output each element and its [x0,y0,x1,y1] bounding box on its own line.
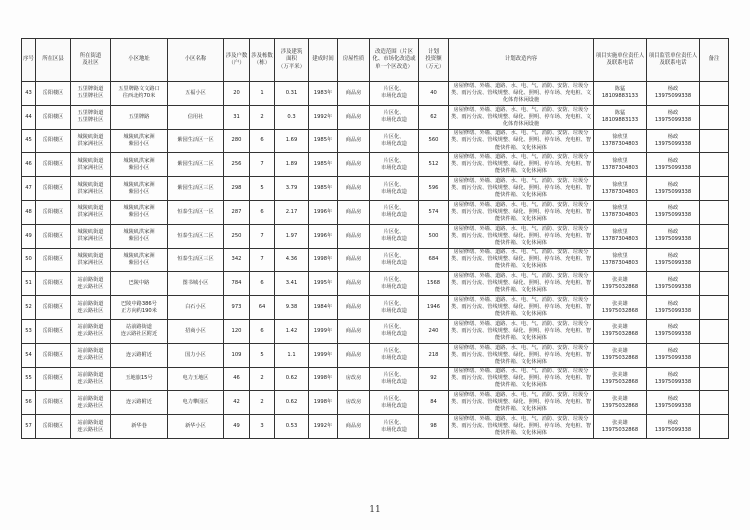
table-row [22,177,729,201]
cell-no: 46 [22,153,36,177]
cell-plan: 房屋修缮、外墙、道路、水、电、气、消防、安防、垃圾分类、雨污分流、管线规整、绿化、照明、停车场、充电桩、智能快件箱、文化休闲体 [449,272,594,296]
cell-impl: 张美雄 13975032868 [594,391,647,415]
cell-name: 五福小区 [168,82,224,106]
cell-plan: 房屋修缮、外墙、道路、水、电、气、消防、安防、垃圾分类、雨污分流、管线规整、绿化、照明、停车场、充电桩、文化体育休闲设施 [449,105,594,129]
cell-nature: 商品房 [338,319,370,343]
cell-no: 53 [22,319,36,343]
cell-address: 巴陵中路 [111,272,168,296]
cell-impl: 陈猛 18109883133 [594,82,647,106]
cell-investment: 240 [419,319,449,343]
header-col-impl: 项目实施单位责任人及联系电话 [594,39,647,82]
table-row [22,224,729,248]
cell-super: 杨政 13975099338 [647,82,700,106]
cell-street: 城陵矶街道 洪家洲社区 [71,200,111,224]
cell-investment: 98 [419,415,449,439]
cell-district: 岳阳楼区 [36,391,71,415]
cell-no: 50 [22,248,36,272]
cell-year: 1998年 [309,367,338,391]
cell-year: 1999年 [309,319,338,343]
cell-plan: 房屋修缮、外墙、道路、水、电、气、消防、安防、垃圾分类、雨污分流、管线规整、绿化、照明、停车场、充电桩、智能快件箱、文化休闲体 [449,248,594,272]
cell-area: 0.62 [275,367,309,391]
cell-impl: 徐欣里 13787304803 [594,248,647,272]
cell-name: 恒泰生活区三区 [168,248,224,272]
table-row [22,248,729,272]
cell-investment: 92 [419,367,449,391]
cell-year: 1983年 [309,82,338,106]
cell-address: 城陵矶洪家洲 紫园小区 [111,129,168,153]
cell-note [700,391,729,415]
cell-name: 恒泰生活区一区 [168,200,224,224]
cell-nature: 商品房 [338,105,370,129]
cell-note [700,248,729,272]
cell-impl: 徐欣里 13787304803 [594,224,647,248]
cell-investment: 1568 [419,272,449,296]
cell-households: 287 [224,200,250,224]
cell-scope: 片区化、 市场化改造 [370,415,419,439]
cell-year: 1992年 [309,105,338,129]
cell-year: 1985年 [309,153,338,177]
cell-plan: 房屋修缮、外墙、道路、水、电、气、消防、安防、垃圾分类、雨污分流、管线规整、绿化、照明、停车场、充电桩、智能快件箱、文化休闲体 [449,296,594,320]
cell-area: 9.38 [275,296,309,320]
cell-district: 岳阳楼区 [36,82,71,106]
cell-super: 杨政 13975099338 [647,153,700,177]
cell-no: 48 [22,200,36,224]
cell-households: 973 [224,296,250,320]
cell-street: 五里牌街道 五里牌社区 [71,82,111,106]
table-header [22,39,729,82]
cell-note [700,319,729,343]
cell-super: 杨政 13975099338 [647,177,700,201]
cell-street: 城陵矶街道 洪家洲社区 [71,129,111,153]
cell-households: 250 [224,224,250,248]
cell-impl: 张美雄 13975032868 [594,415,647,439]
cell-street: 站前路街道 连云路社区 [71,391,111,415]
cell-district: 岳阳楼区 [36,343,71,367]
cell-super: 杨政 13975099338 [647,296,700,320]
cell-households: 31 [224,105,250,129]
cell-households: 49 [224,415,250,439]
cell-plan: 房屋修缮、外墙、道路、水、电、气、消防、安防、垃圾分类、雨污分流、管线规整、绿化、照明、停车场、充电桩、智能快件箱、文化休闲体 [449,391,594,415]
header-col-scope: 改造范围（片区化、市场化改造或单一个区改造） [370,39,419,82]
table-row [22,296,729,320]
table-row [22,272,729,296]
page-number: 11 [369,505,381,515]
cell-impl: 张美雄 13975032868 [594,343,647,367]
cell-street: 城陵矶街道 洪家洲社区 [71,248,111,272]
cell-name: 新华小区 [168,415,224,439]
cell-nature: 商品房 [338,82,370,106]
cell-note [700,272,729,296]
cell-buildings: 6 [250,129,275,153]
cell-households: 46 [224,367,250,391]
cell-plan: 房屋修缮、外墙、道路、水、电、气、消防、安防、垃圾分类、雨污分流、管线规整、绿化、照明、停车场、充电桩、智能快件箱、文化休闲体 [449,177,594,201]
cell-super: 杨政 13975099338 [647,367,700,391]
table-row [22,415,729,439]
cell-scope: 片区化、 市场化改造 [370,248,419,272]
cell-street: 站前路街道 连云路社区 [71,415,111,439]
cell-name: 信用社 [168,105,224,129]
cell-nature: 商品房 [338,272,370,296]
cell-super: 杨政 13975099338 [647,224,700,248]
cell-name: 紫园生活区一区 [168,129,224,153]
cell-plan: 房屋修缮、外墙、道路、水、电、气、消防、安防、垃圾分类、雨污分流、管线规整、绿化、照明、停车场、充电桩、智能快件箱、文化休闲体 [449,200,594,224]
table-row [22,343,729,367]
cell-district: 岳阳楼区 [36,153,71,177]
cell-area: 0.3 [275,105,309,129]
cell-name: 图书城小区 [168,272,224,296]
cell-households: 42 [224,391,250,415]
cell-area: 0.31 [275,82,309,106]
cell-nature: 商品房 [338,129,370,153]
header-col-year: 建成时间 [309,39,338,82]
cell-households: 20 [224,82,250,106]
cell-area: 3.41 [275,272,309,296]
cell-address: 城陵矶洪家洲 紫园小区 [111,224,168,248]
cell-plan: 房屋修缮、外墙、道路、水、电、气、消防、安防、垃圾分类、雨污分流、管线规整、绿化、照明、停车场、充电桩、文化体育休闲设施 [449,82,594,106]
cell-name: 电力玉地区 [168,367,224,391]
cell-note [700,82,729,106]
header-col-street: 所在街道 及社区 [71,39,111,82]
cell-address: 新华巷 [111,415,168,439]
cell-super: 杨政 13975099338 [647,415,700,439]
cell-district: 岳阳楼区 [36,367,71,391]
cell-year: 1999年 [309,343,338,367]
cell-name: 电力攀园区 [168,391,224,415]
cell-note [700,177,729,201]
header-col-area: 涉及建筑 面积 （万平米） [275,39,309,82]
cell-nature: 商品房 [338,200,370,224]
cell-super: 杨政 13975099338 [647,343,700,367]
cell-district: 岳阳楼区 [36,272,71,296]
cell-super: 杨政 13975099338 [647,272,700,296]
cell-nature: 商品房 [338,248,370,272]
cell-no: 55 [22,367,36,391]
cell-plan: 房屋修缮、外墙、道路、水、电、气、消防、安防、垃圾分类、雨污分流、管线规整、绿化、照明、停车场、充电桩、智能快件箱、文化休闲体 [449,319,594,343]
cell-district: 岳阳楼区 [36,177,71,201]
cell-super: 杨政 13975099338 [647,129,700,153]
cell-investment: 574 [419,200,449,224]
cell-impl: 张美雄 13975032868 [594,367,647,391]
cell-buildings: 6 [250,319,275,343]
cell-buildings: 7 [250,224,275,248]
cell-investment: 500 [419,224,449,248]
cell-year: 1985年 [309,129,338,153]
header-col-investment: 计划 投资额 （万元） [419,39,449,82]
header-col-households: 涉及户数 （户） [224,39,250,82]
cell-scope: 片区化、 市场化改造 [370,153,419,177]
cell-scope: 片区化、 市场化改造 [370,200,419,224]
cell-investment: 512 [419,153,449,177]
header-col-address: 小区地址 [111,39,168,82]
cell-area: 1.69 [275,129,309,153]
cell-super: 杨政 13975099338 [647,319,700,343]
cell-super: 杨政 13975099338 [647,200,700,224]
renovation-table [21,38,729,439]
cell-address: 连云路附近 [111,343,168,367]
table-body [22,82,729,439]
cell-year: 1998年 [309,248,338,272]
cell-no: 47 [22,177,36,201]
cell-area: 4.36 [275,248,309,272]
cell-investment: 218 [419,343,449,367]
cell-district: 岳阳楼区 [36,296,71,320]
cell-no: 45 [22,129,36,153]
cell-address: 城陵矶洪家洲 紫园小区 [111,248,168,272]
cell-buildings: 1 [250,82,275,106]
header-col-super: 项目监管单位责任人及联系电话 [647,39,700,82]
table-row [22,129,729,153]
cell-buildings: 2 [250,367,275,391]
cell-area: 1.97 [275,224,309,248]
cell-plan: 房屋修缮、外墙、道路、水、电、气、消防、安防、垃圾分类、雨污分流、管线规整、绿化、照明、停车场、充电桩、智能快件箱、文化休闲体 [449,415,594,439]
cell-district: 岳阳楼区 [36,129,71,153]
cell-note [700,105,729,129]
cell-scope: 片区化、 市场化改造 [370,343,419,367]
cell-plan: 房屋修缮、外墙、道路、水、电、气、消防、安防、垃圾分类、雨污分流、管线规整、绿化、照明、停车场、充电桩、智能快件箱、文化休闲体 [449,129,594,153]
cell-note [700,367,729,391]
cell-impl: 徐欣里 13787304803 [594,153,647,177]
cell-impl: 徐欣里 13787304803 [594,177,647,201]
cell-name: 紫园生活区三区 [168,177,224,201]
cell-address: 连云路附近 [111,391,168,415]
cell-name: 白石小区 [168,296,224,320]
cell-year: 1996年 [309,224,338,248]
cell-investment: 684 [419,248,449,272]
cell-no: 54 [22,343,36,367]
cell-no: 52 [22,296,36,320]
cell-nature: 商品房 [338,415,370,439]
cell-scope: 片区化、 市场化改造 [370,129,419,153]
cell-impl: 张美雄 13975032868 [594,296,647,320]
cell-year: 1998年 [309,391,338,415]
cell-area: 1.42 [275,319,309,343]
cell-investment: 596 [419,177,449,201]
cell-street: 五里牌街道 五里牌社区 [71,105,111,129]
table-row [22,391,729,415]
cell-super: 杨政 13975099338 [647,391,700,415]
cell-nature: 商品房 [338,343,370,367]
cell-buildings: 5 [250,343,275,367]
header-col-no: 序号 [22,39,36,82]
cell-scope: 片区化、 市场化改造 [370,319,419,343]
cell-no: 56 [22,391,36,415]
cell-year: 1984年 [309,296,338,320]
cell-impl: 张美雄 13975032868 [594,319,647,343]
cell-buildings: 6 [250,200,275,224]
cell-households: 784 [224,272,250,296]
cell-district: 岳阳楼区 [36,319,71,343]
table-row [22,200,729,224]
cell-no: 57 [22,415,36,439]
cell-scope: 片区化、 市场化改造 [370,224,419,248]
cell-households: 256 [224,153,250,177]
cell-area: 0.53 [275,415,309,439]
cell-nature: 房改房 [338,391,370,415]
cell-no: 44 [22,105,36,129]
cell-investment: 560 [419,129,449,153]
header-col-name: 小区名称 [168,39,224,82]
cell-address: 城陵矶洪家洲 紫园小区 [111,153,168,177]
table-row [22,105,729,129]
cell-year: 1995年 [309,272,338,296]
cell-investment: 84 [419,391,449,415]
cell-year: 1992年 [309,415,338,439]
cell-plan: 房屋修缮、外墙、道路、水、电、气、消防、安防、垃圾分类、雨污分流、管线规整、绿化、照明、停车场、充电桩、智能快件箱、文化休闲体 [449,343,594,367]
cell-name: 恒泰生活区二区 [168,224,224,248]
cell-district: 岳阳楼区 [36,200,71,224]
cell-address: 五里牌路文文路口 往西北约70米 [111,82,168,106]
cell-year: 1985年 [309,177,338,201]
cell-street: 站前路街道 连云路社区 [71,319,111,343]
cell-name: 招商小区 [168,319,224,343]
cell-no: 49 [22,224,36,248]
cell-nature: 商品房 [338,153,370,177]
cell-buildings: 64 [250,296,275,320]
cell-no: 43 [22,82,36,106]
cell-note [700,200,729,224]
cell-nature: 商品房 [338,224,370,248]
cell-nature: 房改房 [338,367,370,391]
cell-district: 岳阳楼区 [36,224,71,248]
cell-street: 站前路街道 连云路社区 [71,367,111,391]
cell-scope: 片区化、 市场化改造 [370,391,419,415]
cell-scope: 片区化、 市场化改造 [370,82,419,106]
header-col-plan: 计划改造内容 [449,39,594,82]
cell-scope: 片区化、 市场化改造 [370,105,419,129]
cell-impl: 张美雄 13975032868 [594,272,647,296]
cell-note [700,415,729,439]
cell-scope: 片区化、 市场化改造 [370,272,419,296]
header-row [22,39,729,82]
header-col-note: 备注 [700,39,729,82]
cell-households: 298 [224,177,250,201]
cell-impl: 徐欣里 13787304803 [594,200,647,224]
header-col-nature: 房屋性质 [338,39,370,82]
cell-district: 岳阳楼区 [36,105,71,129]
cell-note [700,224,729,248]
table-row [22,82,729,106]
cell-plan: 房屋修缮、外墙、道路、水、电、气、消防、安防、垃圾分类、雨污分流、管线规整、绿化、照明、停车场、充电桩、智能快件箱、文化休闲体 [449,153,594,177]
cell-buildings: 7 [250,248,275,272]
cell-super: 杨政 13975099338 [647,105,700,129]
cell-households: 109 [224,343,250,367]
cell-scope: 片区化、 市场化改造 [370,296,419,320]
cell-address: 玉地旅15号 [111,367,168,391]
cell-note [700,343,729,367]
cell-street: 站前路街道 连云路社区 [71,272,111,296]
cell-district: 岳阳楼区 [36,415,71,439]
cell-street: 城陵矶街道 洪家洲社区 [71,153,111,177]
table-row [22,367,729,391]
cell-nature: 商品房 [338,177,370,201]
cell-note [700,296,729,320]
cell-note [700,129,729,153]
cell-investment: 1946 [419,296,449,320]
table-row [22,153,729,177]
cell-buildings: 6 [250,272,275,296]
cell-street: 站前路街道 连云路社区 [71,296,111,320]
cell-no: 51 [22,272,36,296]
cell-buildings: 2 [250,391,275,415]
cell-investment: 40 [419,82,449,106]
cell-area: 3.79 [275,177,309,201]
cell-buildings: 7 [250,153,275,177]
cell-plan: 房屋修缮、外墙、道路、水、电、气、消防、安防、垃圾分类、雨污分流、管线规整、绿化、照明、停车场、充电桩、智能快件箱、文化休闲体 [449,367,594,391]
cell-scope: 片区化、 市场化改造 [370,177,419,201]
cell-note [700,153,729,177]
cell-area: 2.17 [275,200,309,224]
header-col-district: 所在区县 [36,39,71,82]
cell-name: 国力小区 [168,343,224,367]
cell-impl: 陈猛 18109883133 [594,105,647,129]
cell-street: 城陵矶街道 洪家洲社区 [71,177,111,201]
cell-scope: 片区化、 市场化改造 [370,367,419,391]
cell-buildings: 5 [250,177,275,201]
cell-district: 岳阳楼区 [36,248,71,272]
cell-address: 五里牌路 [111,105,168,129]
cell-address: 站前路街道 连云路社区附近 [111,319,168,343]
cell-households: 342 [224,248,250,272]
cell-area: 1.1 [275,343,309,367]
cell-address: 城陵矶洪家洲 紫园小区 [111,200,168,224]
cell-year: 1996年 [309,200,338,224]
cell-households: 280 [224,129,250,153]
cell-nature: 商品房 [338,296,370,320]
cell-street: 站前路街道 连云路社区 [71,343,111,367]
cell-investment: 62 [419,105,449,129]
cell-area: 1.89 [275,153,309,177]
cell-area: 0.62 [275,391,309,415]
cell-impl: 徐欣里 13787304803 [594,129,647,153]
cell-name: 紫园生活区二区 [168,153,224,177]
cell-buildings: 2 [250,105,275,129]
cell-buildings: 3 [250,415,275,439]
cell-plan: 房屋修缮、外墙、道路、水、电、气、消防、安防、垃圾分类、雨污分流、管线规整、绿化、照明、停车场、充电桩、智能快件箱、文化休闲体 [449,224,594,248]
header-col-buildings: 涉及栋数 （栋） [250,39,275,82]
cell-address: 城陵矶洪家洲 紫园小区 [111,177,168,201]
cell-address: 巴陵中路386号 正方向约190米 [111,296,168,320]
cell-street: 城陵矶街道 洪家洲社区 [71,224,111,248]
table-row [22,319,729,343]
cell-super: 杨政 13975099338 [647,248,700,272]
cell-households: 120 [224,319,250,343]
